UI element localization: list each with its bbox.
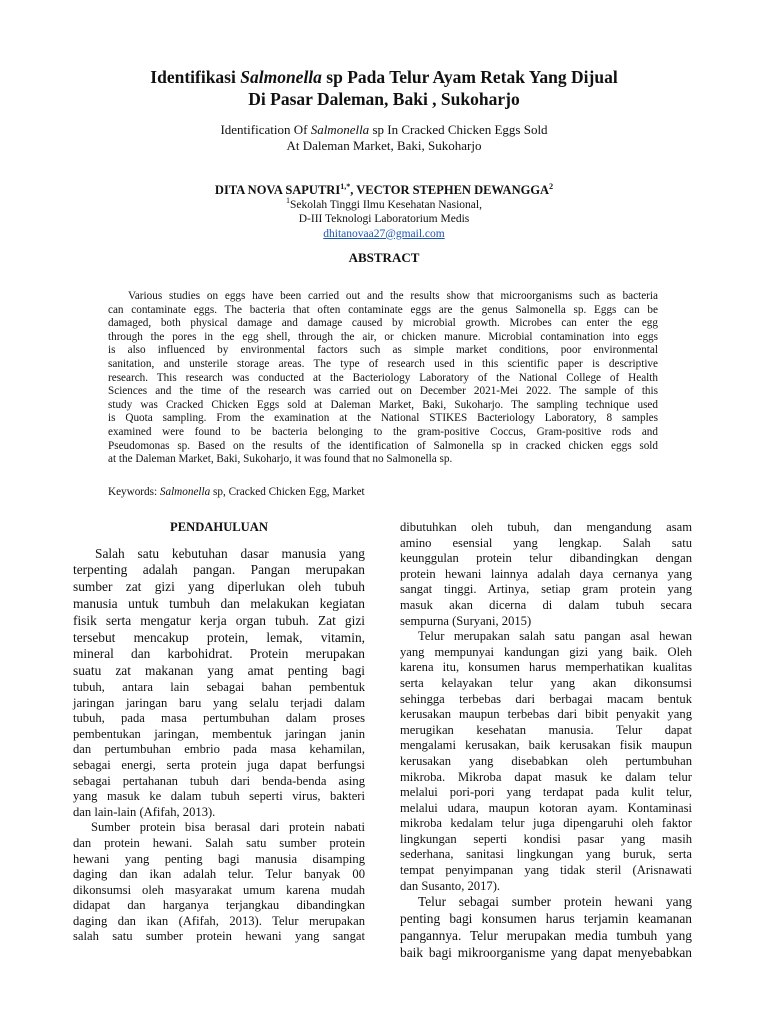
subtitle-text: sp In Cracked Chicken Eggs Sold xyxy=(369,122,548,137)
body-line: mengalami kerusakan, baik kerusakan fisik maupun xyxy=(400,738,692,753)
body-line: daging dan ikan (Afifah, 2013). Telur merupakan xyxy=(73,913,365,928)
left-column xyxy=(73,520,365,945)
body-line: yang mempunyai kandungan gizi yang baik. Oleh xyxy=(400,644,692,659)
body-line: sangat tinggi. Artinya, setiap gram protein yang xyxy=(400,582,692,597)
subtitle-line-1 xyxy=(60,122,708,138)
body-line: Salah satu kebutuhan dasar manusia yang xyxy=(95,545,365,561)
abstract-line: research. This research was conducted at the Bacteriology Laboratory of the National College of Health xyxy=(108,371,658,384)
title-line-2: Di Pasar Daleman, Baki , Sukoharjo xyxy=(248,89,520,109)
body-line: manusia untuk tumbuh dan melakukan kegiatan xyxy=(73,595,365,611)
keywords-label: Keywords: xyxy=(108,486,160,498)
abstract-line: at the Daleman Market, Baki, Sukoharjo, it was found that no Salmonella sp. xyxy=(108,453,453,466)
body-line: hewani yang penting bagi manusia disamping xyxy=(73,851,365,866)
paper-title xyxy=(60,66,708,110)
body-line: sumber zat gizi yang diperlukan oleh tubuh xyxy=(73,579,365,595)
abstract-line: study was Cracked Chicken Eggs sold at Daleman Market, Baki, Sukoharjo. The sampling technique used xyxy=(108,398,658,411)
subtitle-text: Identification Of xyxy=(220,122,311,137)
title-text: sp Pada Telur Ayam Retak Yang Dijual xyxy=(321,67,618,87)
body-line: keunggulan protein telur dibandingkan dengan xyxy=(400,551,692,566)
body-line: baik bagi mikroorganisme yang dapat menyebabkan xyxy=(400,944,692,960)
body-line: serta kelayakan telur yang akan dikonsumsi xyxy=(400,675,692,690)
author-2: VECTOR STEPHEN DEWANGGA xyxy=(356,183,550,198)
abstract-line: examined were found to be bacteria belonging to the gram-positive Coccus, Gram-positive rods and xyxy=(108,425,658,438)
body-line: Telur sebagai sumber protein hewani yang xyxy=(418,894,692,910)
affiliation-line-3 xyxy=(60,227,708,242)
author-separator: , xyxy=(350,183,357,198)
body-line: karena itu, konsumen harus memperhatikan kualitas xyxy=(400,660,692,675)
body-line: dan pertumbuhan embrio pada masa kehamilan, xyxy=(73,742,365,757)
abstract-line: Various studies on eggs have been carried out and the results show that microorganisms such as bacteria xyxy=(128,290,658,302)
subtitle-line-2: At Daleman Market, Baki, Sukoharjo xyxy=(286,138,482,153)
abstract-line: is Quota sampling. From the examination at the National STIKES Bacteriology Laboratory, 8 samples xyxy=(108,412,658,425)
section-heading: PENDAHULUAN xyxy=(170,520,268,534)
author-1: DITA NOVA SAPUTRI xyxy=(214,183,341,198)
affiliation-institution: Sekolah Tinggi Ilmu Kesehatan Nasional, xyxy=(290,198,482,211)
author-2-sup: 2 xyxy=(549,182,554,191)
abstract-line: Sciences and the time of the research was carried out on December 2021-Mei 2022. The sample of this xyxy=(108,385,658,398)
body-line: melalui udara, maupun kotoran ayam. Kontaminasi xyxy=(400,800,692,815)
body-line: sebagai energi, serta protein juga dapat berfungsi xyxy=(73,757,365,772)
abstract-line: damaged, both physical damage and damage caused by microbial growth. Microbes can enter the egg xyxy=(108,317,658,330)
body-line: Sumber protein bisa berasal dari protein nabati xyxy=(91,820,365,835)
abstract-heading: ABSTRACT xyxy=(348,250,420,265)
author-1-sup: 1,* xyxy=(340,182,351,191)
english-title xyxy=(60,122,708,154)
subtitle-genus: Salmonella xyxy=(310,122,370,137)
body-line: merugikan kesehatan manusia. Telur dapat xyxy=(400,722,692,737)
abstract-line: sanitation, and unsterile storage areas. The type of research used in this scientific paper is descriptive xyxy=(108,357,658,370)
body-line: suatu zat makanan yang amat penting bagi xyxy=(73,663,365,679)
body-line: mikroba kedalam telur juga dipengaruhi oleh faktor xyxy=(400,816,692,831)
keywords-genus: Salmonella xyxy=(159,486,211,498)
body-line: fisik serta mengatur kerja organ tubuh. Zat gizi xyxy=(73,612,365,628)
body-line: mineral dan karbohidrat. Protein merupakan xyxy=(73,646,365,662)
affiliation-line-2: D-III Teknologi Laboratorium Medis xyxy=(298,213,470,226)
body-line: pangannya. Telur merupakan media tumbuh yang xyxy=(400,927,692,943)
keywords xyxy=(108,486,658,498)
body-line: dan lain-lain (Afifah, 2013). xyxy=(73,804,216,819)
right-column xyxy=(400,520,692,961)
body-line: mikroba. Mikroba dapat masuk ke dalam telur xyxy=(400,769,692,784)
body-line: protein hewani lainnya adalah daya cernanya yang xyxy=(400,566,692,581)
body-line: terpenting adalah pangan. Pangan merupakan xyxy=(73,562,365,578)
body-line: masuk akan dicerna di dalam tubuh secara xyxy=(400,597,692,612)
body-line: tersebut mencakup protein, lemak, vitamin, xyxy=(73,629,365,645)
body-line: salah satu sumber protein hewani yang sangat xyxy=(73,929,365,944)
email-link[interactable]: dhitanovaa27@gmail.com xyxy=(323,227,445,240)
body-line: sempurna (Suryani, 2015) xyxy=(400,613,532,628)
body-line: dikonsumsi oleh masyarakat umum karena mudah xyxy=(73,882,365,897)
abstract-line: Pseudomonas sp. Based on the results of the identification of Salmonella sp in cracked chicken eggs sold xyxy=(108,439,658,452)
body-line: penting bagi konsumen harus terjamin keamanan xyxy=(400,911,692,927)
body-line: kerusakan maupun terbebas dari bibit penyakit yang xyxy=(400,707,692,722)
body-line: jaringan jaringan baru yang selalu terjadi dalam xyxy=(73,695,365,710)
body-line: tempat penyimpanan yang tidak steril (Arisnawati xyxy=(400,863,692,878)
body-line: dibutuhkan oleh tubuh, dan mengandung asam xyxy=(400,520,692,534)
title-genus: Salmonella xyxy=(240,67,322,87)
affiliation-line-1 xyxy=(60,194,708,212)
body-line: daging dan ikan adalah telur. Telur banyak 00 xyxy=(73,867,365,882)
body-line: pembentukan jaringan, membentuk jaringan janin xyxy=(73,726,365,741)
abstract-line: can contaminate eggs. The bacteria that often contaminate eggs are the genus Salmonella sp. Eggs can be xyxy=(108,303,658,316)
body-line: sehingga terbebas dari berbagai macam bentuk xyxy=(400,691,692,706)
body-line: tubuh, antara lain sebagai bahan pembentuk xyxy=(73,679,365,694)
abstract-line: is also influenced by environmental factors such as simple market conditions, poor environmental xyxy=(108,344,658,357)
body-line: dan Susanto, 2017). xyxy=(400,878,501,893)
body-line: sederhana, sanitasi lingkungan yang buruk, serta xyxy=(400,847,692,862)
body-line: yang masuk ke dalam tubuh seperti virus, bakteri xyxy=(73,789,365,804)
abstract-line: through the pores in the egg shell, through the air, or chicken manure. Microbial contamination into eggs xyxy=(108,330,658,343)
title-line-1 xyxy=(60,66,708,88)
body-line: didapat dan harganya terjangkau dibandingkan xyxy=(73,898,365,913)
abstract-body xyxy=(108,290,658,467)
body-line: tubuh, pada masa pertumbuhan dalam proses xyxy=(73,711,365,726)
affiliation xyxy=(60,194,708,241)
body-line: lingkungan seperti kondisi pasar yang masih xyxy=(400,831,692,846)
body-line: amino esensial yang lengkap. Salah satu xyxy=(400,535,692,550)
keywords-list: sp, Cracked Chicken Egg, Market xyxy=(210,486,365,498)
body-line: melalui pori-pori yang terdapat pada kulit telur, xyxy=(400,785,692,800)
body-line: sebagai pertahanan tubuh dari benda-benda asing xyxy=(73,773,365,788)
body-line: kerusakan yang disebabkan oleh pertumbuhan xyxy=(400,753,692,768)
title-text: Identifikasi xyxy=(150,67,241,87)
affiliation-sup: 1 xyxy=(286,196,291,205)
body-line: dan protein hewani. Salah satu sumber protein xyxy=(73,835,365,850)
body-line: Telur merupakan salah satu pangan asal hewan xyxy=(418,629,692,644)
